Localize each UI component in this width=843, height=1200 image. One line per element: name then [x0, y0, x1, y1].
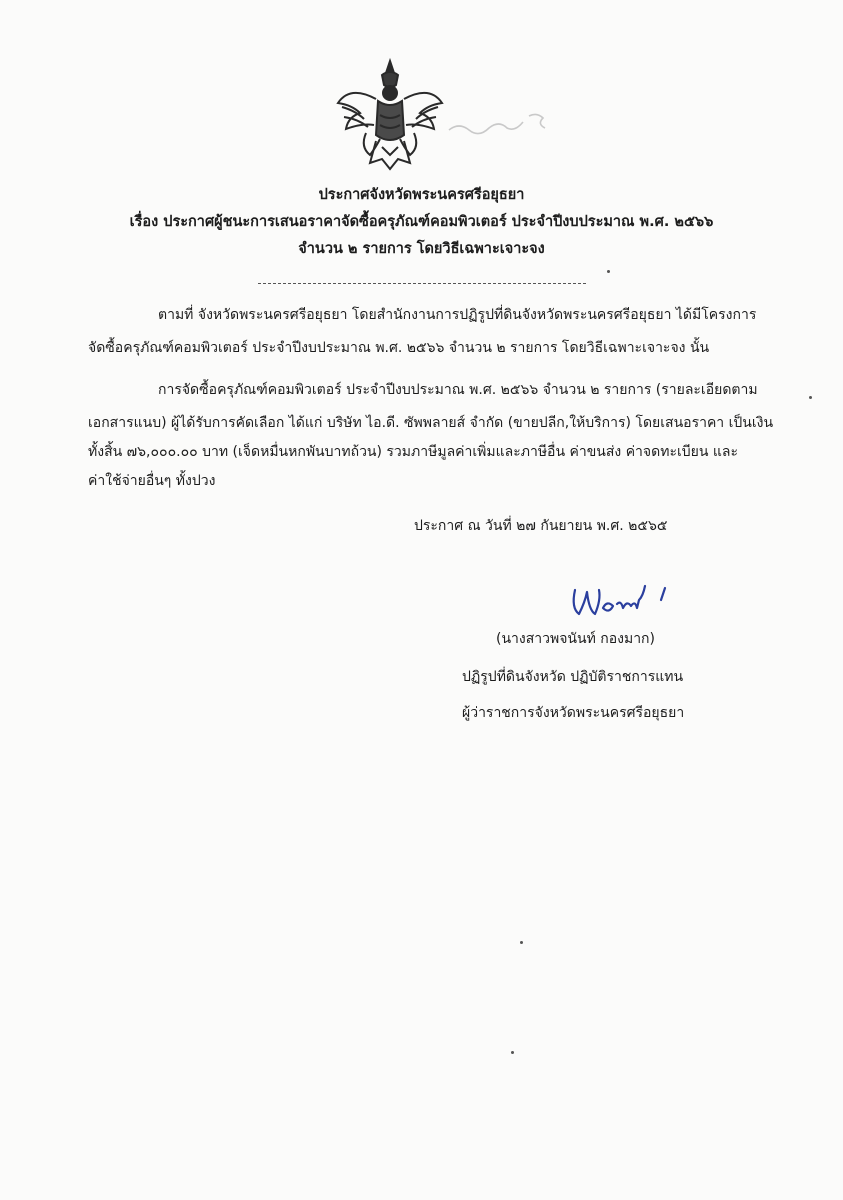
- signatory-position: ปฏิรูปที่ดินจังหวัด ปฏิบัติราชการแทน: [462, 669, 684, 685]
- divider: [258, 283, 586, 284]
- garuda-emblem-icon: [330, 55, 450, 175]
- paragraph2-line2: เอกสารแนบ) ผู้ได้รับการคัดเลือก ได้แก่ บริษัท ไอ.ดี. ซัพพลายส์ จำกัด (ขายปลีก,ให้บริการ) โดยเสนอราคา เป็นเงิน: [88, 415, 774, 431]
- faint-scribble-mark: [445, 108, 555, 144]
- paragraph2-line1: การจัดซื้อครุภัณฑ์คอมพิวเตอร์ ประจำปีงบประมาณ พ.ศ. ๒๕๖๖ จำนวน ๒ รายการ (รายละเอียดตาม: [158, 382, 758, 398]
- announcement-title: ประกาศจังหวัดพระนครศรีอยุธยา: [318, 187, 525, 203]
- scan-speck: [511, 1051, 514, 1054]
- handwritten-signature: [565, 578, 685, 628]
- signatory-position-continued: ผู้ว่าราชการจังหวัดพระนครศรีอยุธยา: [462, 705, 685, 721]
- paragraph2-line4: ค่าใช้จ่ายอื่นๆ ทั้งปวง: [88, 473, 216, 489]
- signatory-name: (นางสาวพจนันท์ กองมาก): [496, 631, 655, 647]
- scan-speck: [809, 396, 812, 399]
- announcement-date: ประกาศ ณ วันที่ ๒๗ กันยายน พ.ศ. ๒๕๖๕: [414, 518, 668, 534]
- paragraph2-line3: ทั้งสิ้น ๗๖,๐๐๐.๐๐ บาท (เจ็ดหมื่นหกพันบาทถ้วน) รวมภาษีมูลค่าเพิ่มและภาษีอื่น ค่าขนส่ง ค่าจดทะเบียน และ: [88, 444, 738, 460]
- scan-speck: [520, 941, 523, 944]
- announcement-subject: เรื่อง ประกาศผู้ชนะการเสนอราคาจัดซื้อครุภัณฑ์คอมพิวเตอร์ ประจำปีงบประมาณ พ.ศ. ๒๕๖๖: [129, 214, 714, 230]
- paragraph1-line1: ตามที่ จังหวัดพระนครศรีอยุธยา โดยสำนักงานการปฏิรูปที่ดินจังหวัดพระนครศรีอยุธยา ได้มีโครงการ: [158, 307, 757, 323]
- paragraph1-line2: จัดซื้อครุภัณฑ์คอมพิวเตอร์ ประจำปีงบประมาณ พ.ศ. ๒๕๖๖ จำนวน ๒ รายการ โดยวิธีเฉพาะเจาะจง นั้น: [88, 340, 710, 356]
- announcement-subject-continued: จำนวน ๒ รายการ โดยวิธีเฉพาะเจาะจง: [298, 241, 545, 257]
- scan-speck: [607, 270, 610, 273]
